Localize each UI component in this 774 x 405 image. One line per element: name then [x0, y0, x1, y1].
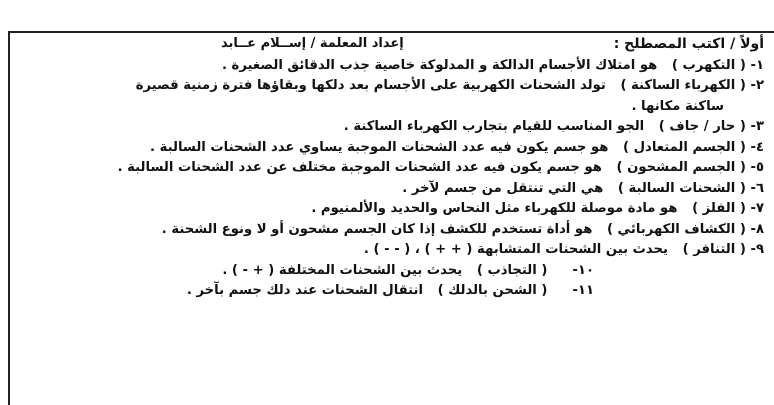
- term-item-2: [18, 76, 764, 97]
- worksheet-content: [18, 34, 764, 302]
- term-item-10: [18, 261, 764, 282]
- item-number: ٦-: [750, 180, 764, 196]
- item-term: ( الكشاف الكهربائي ): [606, 221, 746, 237]
- item-term: ( الجسم المشحون ): [616, 160, 746, 175]
- item-definition: هو أداة تستخدم للكشف إذا كان الجسم مشحون أو لا ونوع الشحنة .: [161, 221, 593, 237]
- item-term: ( الشحن بالدلك ): [437, 283, 548, 298]
- item-term: ( التكهرب ): [671, 57, 746, 73]
- author-credit: إعداد المعلمة / إســلام عــابد: [221, 36, 404, 51]
- item-term: ( الفلز ): [692, 201, 746, 216]
- item-definition: هو جسم يكون فيه عدد الشحنات الموجبة يساوي عدد الشحنات السالبة .: [150, 139, 609, 155]
- item-term: ( حار / جاف ): [658, 119, 746, 134]
- section-heading: أولاً / اكتب المصطلح :: [613, 36, 764, 52]
- item-definition: يحدث بين الشحنات المختلفة ( + - ) .: [222, 262, 463, 278]
- term-item-4: [18, 138, 764, 159]
- item-number: ١٠-: [572, 262, 594, 278]
- item-term: ( الكهرباء الساكنة ): [620, 78, 746, 93]
- item-number: ٤-: [750, 139, 764, 155]
- item-number: ٧-: [750, 201, 764, 216]
- item-number: ١١-: [572, 283, 594, 298]
- left-border-line: [8, 31, 10, 405]
- item-definition: انتقال الشحنات عند دلك جسم بآخر .: [186, 283, 424, 298]
- item-term: ( التنافر ): [682, 242, 746, 257]
- item-number: ٣-: [750, 119, 764, 134]
- item-definition: هو جسم يكون فيه عدد الشحنات الموجبة مختلف عن عدد الشحنات السالبة .: [117, 160, 602, 175]
- term-item-1: [18, 56, 764, 77]
- item-term: ( التجاذب ): [476, 262, 548, 278]
- item-number: ٢-: [750, 78, 764, 93]
- item-number: ٥-: [750, 160, 764, 175]
- item-definition: هو مادة موصلة للكهرباء مثل النحاس والحديد والألمنيوم .: [311, 201, 678, 216]
- term-item-11: [18, 281, 764, 302]
- heading-row: [18, 34, 764, 55]
- top-border-line: [8, 31, 774, 33]
- term-item-7: [18, 199, 764, 220]
- item-term: ( الشحنات السالبة ): [617, 180, 746, 196]
- term-item-6: [18, 179, 764, 200]
- item-definition-continued: ساكنة مكانها .: [631, 98, 724, 114]
- term-item-9: [18, 240, 764, 261]
- term-item-2-continuation: [18, 97, 764, 118]
- item-definition: هي التي تنتقل من جسم لآخر .: [402, 180, 604, 196]
- item-definition: يحدث بين الشحنات المتشابهة ( + + ) ، ( - - ) .: [363, 242, 668, 257]
- item-definition: هو امتلاك الأجسام الدالكة و المدلوكة خاصية جذب الدقائق الصغيرة .: [221, 57, 658, 73]
- term-item-3: [18, 117, 764, 138]
- item-number: ١-: [750, 57, 764, 73]
- item-number: ٨-: [750, 221, 764, 237]
- item-term: ( الجسم المتعادل ): [622, 139, 746, 155]
- term-item-5: [18, 158, 764, 179]
- item-number: ٩-: [750, 242, 764, 257]
- item-definition: الجو المناسب للقيام بتجارب الكهرباء الساكنة .: [343, 119, 645, 134]
- term-item-8: [18, 220, 764, 241]
- item-definition: تولد الشحنات الكهربية على الأجسام بعد دلكها وبقاؤها فترة زمنية قصيرة: [135, 78, 606, 93]
